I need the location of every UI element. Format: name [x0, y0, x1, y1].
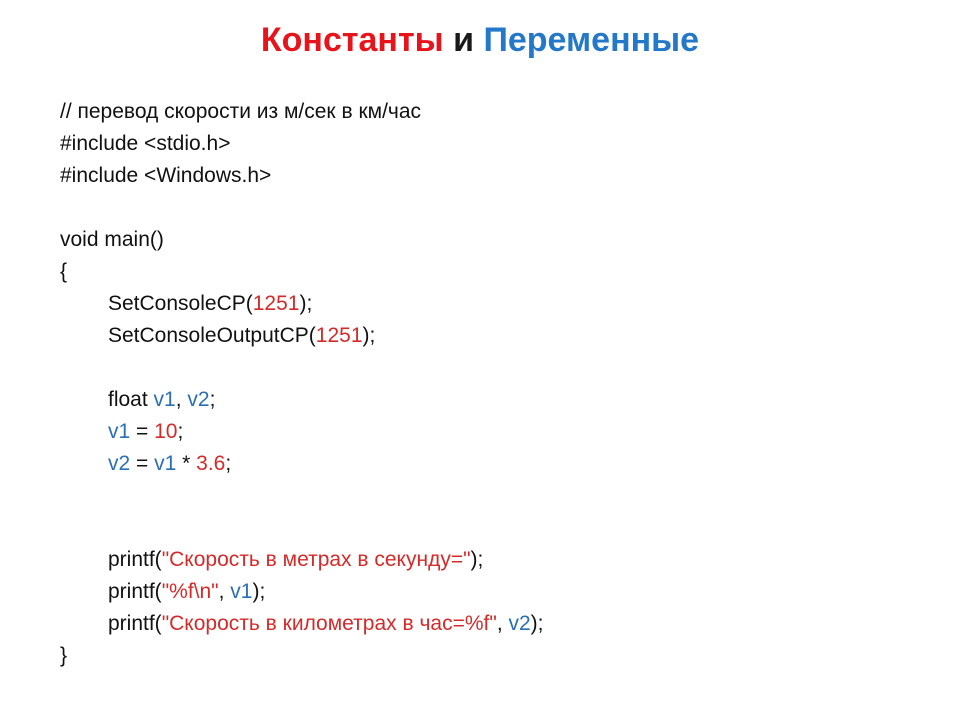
token-punct: ); [470, 548, 484, 571]
code-setconsoleoutputcp [60, 320, 920, 352]
token-variable-v2: v2 [187, 388, 210, 411]
token-keyword: float [108, 388, 154, 411]
token-variable-v1: v1 [230, 580, 253, 603]
code-blank-line [60, 352, 920, 384]
token-operator: = [130, 452, 155, 475]
token-punct: ; [225, 452, 232, 475]
code-close-brace: } [60, 644, 68, 667]
code-blank-line [60, 480, 920, 512]
token-punct: ); [530, 612, 544, 635]
token-punct: ); [252, 580, 266, 603]
token-number: 3.6 [196, 452, 226, 475]
code-comment: // перевод скорости из м/сек в км/час [60, 100, 422, 123]
code-listing [60, 96, 920, 672]
token-variable-v1: v1 [153, 388, 176, 411]
code-setconsolecp [60, 288, 920, 320]
token-operator: = [130, 420, 155, 443]
token-punct: ); [362, 324, 376, 347]
token-punct: , [496, 612, 509, 635]
token-function: printf( [108, 612, 162, 635]
token-number: 1251 [315, 324, 363, 347]
code-printf-value [60, 576, 920, 608]
token-variable-v1: v1 [108, 420, 131, 443]
code-open-brace: { [60, 260, 68, 283]
token-variable-v1: v1 [154, 452, 177, 475]
token-variable-v2: v2 [108, 452, 131, 475]
token-punct: , [175, 388, 188, 411]
token-punct: ); [299, 292, 313, 315]
token-number: 10 [154, 420, 178, 443]
token-punct: ; [209, 388, 216, 411]
code-blank-line [60, 192, 920, 224]
title-conjunction: и [443, 21, 484, 59]
code-assign-v1 [60, 416, 920, 448]
token-variable-v2: v2 [508, 612, 531, 635]
token-function: SetConsoleOutputCP( [108, 324, 316, 347]
token-number: 1251 [252, 292, 300, 315]
code-printf-kilometers [60, 608, 920, 640]
code-blank-line [60, 512, 920, 544]
code-include-windows: #include <Windows.h> [60, 164, 272, 187]
token-string: "Скорость в метрах в секунду=" [161, 548, 471, 571]
code-main-signature: void main() [60, 228, 164, 251]
token-function: SetConsoleCP( [108, 292, 253, 315]
slide-title [0, 18, 960, 62]
token-string: "Скорость в километрах в час=%f" [161, 612, 497, 635]
token-punct: , [218, 580, 231, 603]
code-printf-meters [60, 544, 920, 576]
token-function: printf( [108, 580, 162, 603]
title-constants: Константы [260, 21, 444, 59]
token-string: "%f\n" [161, 580, 219, 603]
code-include-stdio: #include <stdio.h> [60, 132, 231, 155]
token-punct: ; [177, 420, 184, 443]
title-variables: Переменные [483, 21, 700, 59]
code-assign-v2 [60, 448, 920, 480]
code-float-declaration [60, 384, 920, 416]
token-function: printf( [108, 548, 162, 571]
token-operator: * [176, 452, 197, 475]
